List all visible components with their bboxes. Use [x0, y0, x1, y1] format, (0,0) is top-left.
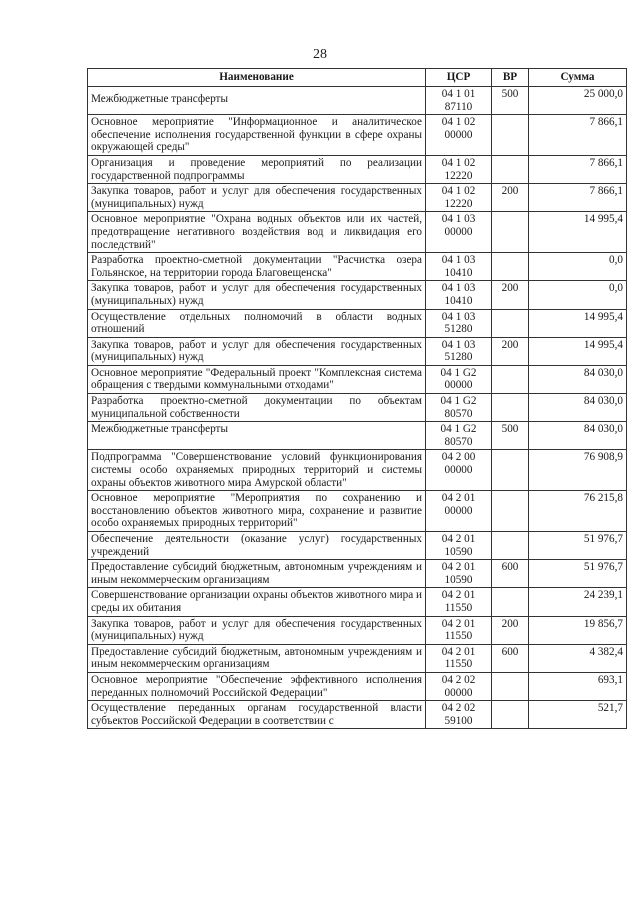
row-sum-cell: 76 908,9 [529, 450, 627, 491]
table-row [88, 701, 627, 729]
row-csr-cell: 04 2 01 10590 [426, 560, 492, 588]
row-vr-cell [492, 212, 529, 253]
table-row [88, 337, 627, 365]
row-vr-cell [492, 672, 529, 700]
row-name-cell: Межбюджетные трансферты [88, 422, 426, 450]
row-csr-cell: 04 1 03 51280 [426, 309, 492, 337]
row-vr-cell [492, 588, 529, 616]
row-vr-cell: 500 [492, 422, 529, 450]
row-sum-cell: 25 000,0 [529, 87, 627, 115]
row-csr-cell: 04 1 03 00000 [426, 212, 492, 253]
row-csr-cell: 04 1 03 51280 [426, 337, 492, 365]
table-row [88, 309, 627, 337]
table-header-row [88, 69, 627, 87]
row-name-cell: Закупка товаров, работ и услуг для обеспечения государственных (муниципальных) нужд [88, 337, 426, 365]
row-name-cell: Закупка товаров, работ и услуг для обеспечения государственных (муниципальных) нужд [88, 281, 426, 309]
table-row [88, 281, 627, 309]
row-vr-cell: 500 [492, 87, 529, 115]
table-row [88, 672, 627, 700]
row-name-cell: Предоставление субсидий бюджетным, автономным учреждениям и иным некоммерческим организациям [88, 644, 426, 672]
row-sum-cell: 14 995,4 [529, 212, 627, 253]
table-row [88, 155, 627, 183]
row-sum-cell: 76 215,8 [529, 491, 627, 532]
row-csr-cell: 04 1 01 87110 [426, 87, 492, 115]
row-vr-cell [492, 491, 529, 532]
table-row [88, 532, 627, 560]
row-name-cell: Основное мероприятие "Информационное и аналитическое обеспечение исполнения государственной функции в сфере охраны окружающей среды" [88, 115, 426, 156]
row-csr-cell: 04 1 G2 80570 [426, 394, 492, 422]
row-vr-cell [492, 701, 529, 729]
row-csr-cell: 04 2 00 00000 [426, 450, 492, 491]
table-row [88, 644, 627, 672]
row-vr-cell: 200 [492, 281, 529, 309]
row-vr-cell [492, 309, 529, 337]
row-sum-cell: 14 995,4 [529, 309, 627, 337]
row-name-cell: Осуществление переданных органам государственной власти субъектов Российской Федерации в соответствии с [88, 701, 426, 729]
row-sum-cell: 51 976,7 [529, 532, 627, 560]
row-vr-cell [492, 155, 529, 183]
row-name-cell: Обеспечение деятельности (оказание услуг) государственных учреждений [88, 532, 426, 560]
table-row [88, 450, 627, 491]
table-row [88, 212, 627, 253]
row-sum-cell: 521,7 [529, 701, 627, 729]
row-csr-cell: 04 1 03 10410 [426, 253, 492, 281]
row-vr-cell: 600 [492, 560, 529, 588]
row-csr-cell: 04 2 01 11550 [426, 616, 492, 644]
row-sum-cell: 7 866,1 [529, 115, 627, 156]
header-sum: Сумма [529, 69, 627, 87]
row-vr-cell: 200 [492, 616, 529, 644]
row-csr-cell: 04 1 02 00000 [426, 115, 492, 156]
table-body [88, 87, 627, 729]
row-csr-cell: 04 1 02 12220 [426, 155, 492, 183]
row-sum-cell: 693,1 [529, 672, 627, 700]
row-csr-cell: 04 2 01 11550 [426, 588, 492, 616]
row-name-cell: Основное мероприятие "Федеральный проект "Комплексная система обращения с твердыми коммунальными отходами" [88, 365, 426, 393]
row-sum-cell: 84 030,0 [529, 394, 627, 422]
row-sum-cell: 14 995,4 [529, 337, 627, 365]
row-sum-cell: 0,0 [529, 281, 627, 309]
row-csr-cell: 04 2 01 10590 [426, 532, 492, 560]
row-name-cell: Совершенствование организации охраны объектов животного мира и среды их обитания [88, 588, 426, 616]
row-sum-cell: 4 382,4 [529, 644, 627, 672]
row-sum-cell: 24 239,1 [529, 588, 627, 616]
row-csr-cell: 04 1 G2 00000 [426, 365, 492, 393]
row-csr-cell: 04 2 01 11550 [426, 644, 492, 672]
row-csr-cell: 04 1 02 12220 [426, 184, 492, 212]
table-row [88, 491, 627, 532]
table-row [88, 560, 627, 588]
row-sum-cell: 84 030,0 [529, 365, 627, 393]
row-sum-cell: 19 856,7 [529, 616, 627, 644]
row-name-cell: Организация и проведение мероприятий по реализации государственной подпрограммы [88, 155, 426, 183]
row-name-cell: Разработка проектно-сметной документации по объектам муниципальной собственности [88, 394, 426, 422]
row-sum-cell: 51 976,7 [529, 560, 627, 588]
row-csr-cell: 04 1 G2 80570 [426, 422, 492, 450]
row-sum-cell: 84 030,0 [529, 422, 627, 450]
header-name: Наименование [88, 69, 426, 87]
row-name-cell: Осуществление отдельных полномочий в области водных отношений [88, 309, 426, 337]
row-csr-cell: 04 2 01 00000 [426, 491, 492, 532]
row-name-cell: Предоставление субсидий бюджетным, автономным учреждениям и иным некоммерческим организациям [88, 560, 426, 588]
table-row [88, 253, 627, 281]
header-vr: ВР [492, 69, 529, 87]
row-vr-cell [492, 365, 529, 393]
table-row [88, 616, 627, 644]
row-sum-cell: 0,0 [529, 253, 627, 281]
row-name-cell: Подпрограмма "Совершенствование условий функционирования системы особо охраняемых природных территорий и системы охраны объектов животного мира Амурской области" [88, 450, 426, 491]
row-vr-cell [492, 253, 529, 281]
row-vr-cell [492, 450, 529, 491]
table-row [88, 87, 627, 115]
row-name-cell: Разработка проектно-сметной документации "Расчистка озера Гольянское, на территории города Благовещенска" [88, 253, 426, 281]
row-vr-cell: 600 [492, 644, 529, 672]
row-csr-cell: 04 1 03 10410 [426, 281, 492, 309]
header-csr: ЦСР [426, 69, 492, 87]
row-name-cell: Основное мероприятие "Мероприятия по сохранению и восстановлению объектов животного мира, сохранение и развитие особо охраняемых природных территорий" [88, 491, 426, 532]
row-sum-cell: 7 866,1 [529, 155, 627, 183]
row-sum-cell: 7 866,1 [529, 184, 627, 212]
row-name-cell: Закупка товаров, работ и услуг для обеспечения государственных (муниципальных) нужд [88, 616, 426, 644]
row-vr-cell [492, 532, 529, 560]
row-csr-cell: 04 2 02 00000 [426, 672, 492, 700]
row-vr-cell [492, 394, 529, 422]
row-name-cell: Закупка товаров, работ и услуг для обеспечения государственных (муниципальных) нужд [88, 184, 426, 212]
budget-table [87, 68, 627, 729]
table-row [88, 588, 627, 616]
table-row [88, 365, 627, 393]
table-row [88, 422, 627, 450]
row-vr-cell: 200 [492, 337, 529, 365]
table-row [88, 115, 627, 156]
row-name-cell: Основное мероприятие "Обеспечение эффективного исполнения переданных полномочий Российской Федерации" [88, 672, 426, 700]
row-csr-cell: 04 2 02 59100 [426, 701, 492, 729]
table-row [88, 394, 627, 422]
page-number: 28 [313, 47, 327, 62]
table-row [88, 184, 627, 212]
row-vr-cell [492, 115, 529, 156]
row-name-cell: Основное мероприятие "Охрана водных объектов или их частей, предотвращение негативного воздействия вод и ликвидация его последствий" [88, 212, 426, 253]
row-vr-cell: 200 [492, 184, 529, 212]
row-name-cell: Межбюджетные трансферты [88, 87, 426, 115]
